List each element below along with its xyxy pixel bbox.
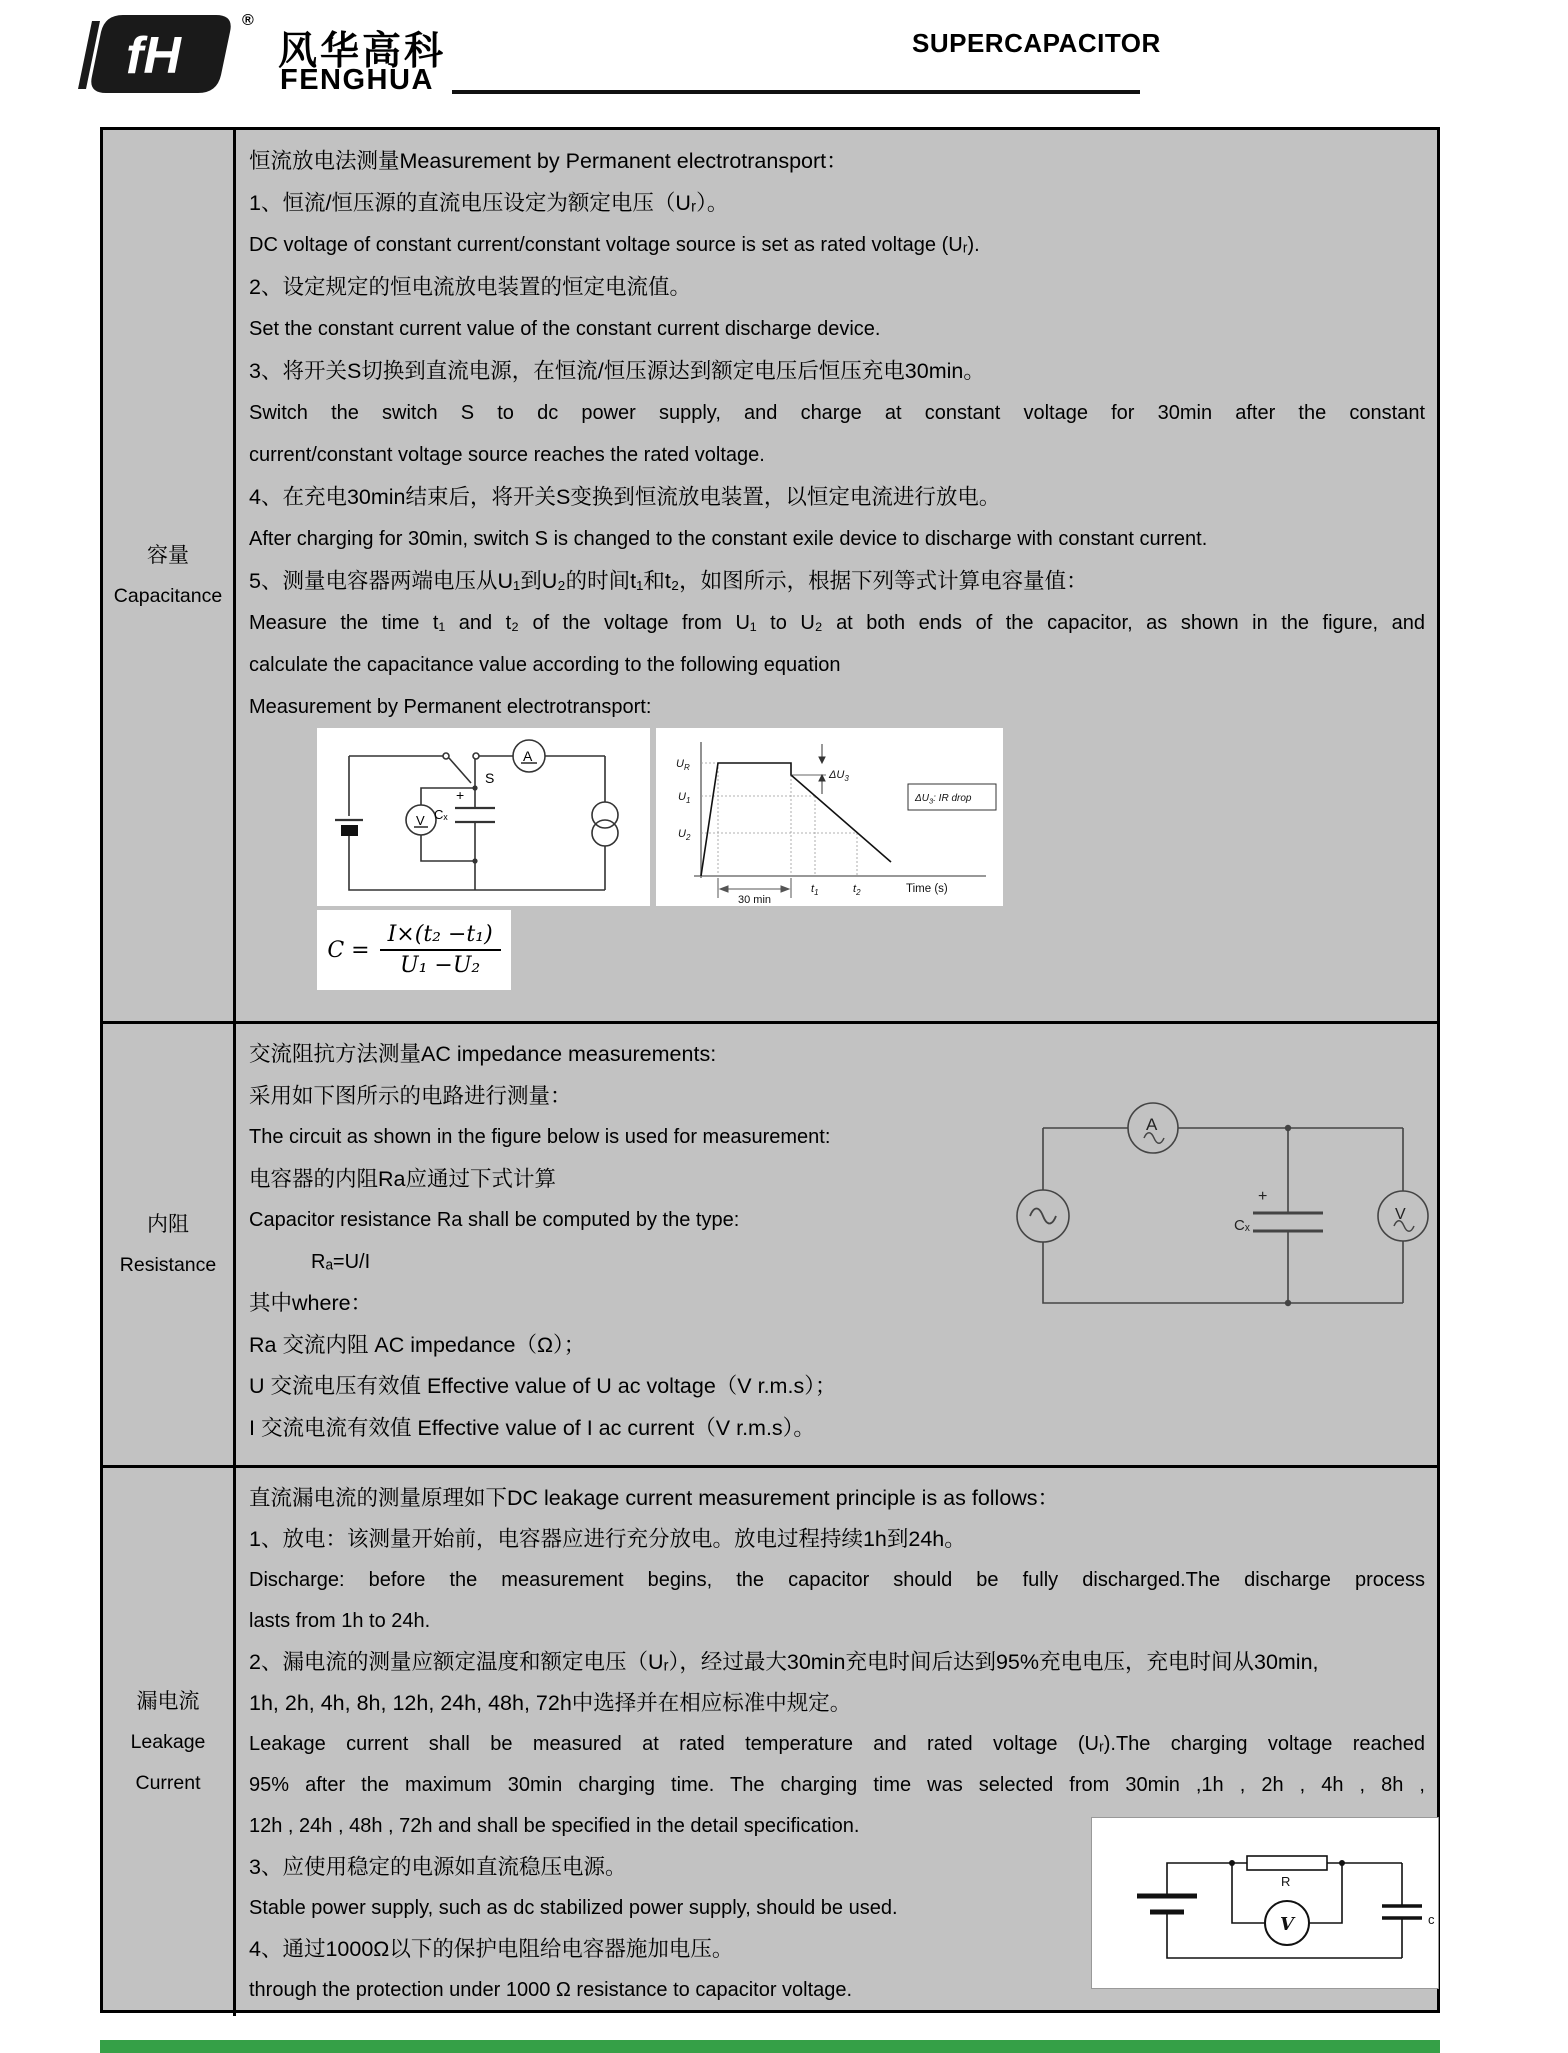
svg-text:S: S [485,770,495,786]
text-line: 1、恒流/恒压源的直流电压设定为额定电压（Uᵣ）。 [249,191,729,215]
text-line: 4、通过1000Ω以下的保护电阻给电容器施加电压。 [249,1937,734,1961]
text-line: Switch the switch S to dc power supply, and charge at constant voltage for 30min after the constant [249,402,1425,424]
text-line: 1h, 2h, 4h, 8h, 12h, 24h, 48h, 72h中选择并在相应标准中规定。 [249,1691,852,1715]
svg-text:UR: $U_R$ [676,758,690,772]
table-row-resistance [103,1021,1437,1465]
text-line: After charging for 30min, switch S is changed to the constant exile device to discharge with constant current. [249,528,1208,550]
text-line: Stable power supply, such as dc stabilized power supply, should be used. [249,1897,898,1919]
text-line: 其中where： [249,1291,373,1315]
text-line: 交流阻抗方法测量AC impedance measurements: [249,1042,717,1066]
text-line: current/constant voltage source reaches the rated voltage. [249,444,765,466]
svg-text:V: V [1280,1914,1294,1935]
row-label-en: Resistance [119,1253,217,1276]
text-line: 5、测量电容器两端电压从U₁到U₂的时间t₁和t₂，如图所示，根据下列等式计算电容量值： [249,569,1088,593]
svg-text:ΔU3: $\Delta U_3$ [829,769,849,783]
text-line: 1、放电：该测量开始前，电容器应进行充分放电。放电过程持续1h到24h。 [249,1527,966,1551]
text-line: lasts from 1h to 24h. [249,1610,431,1632]
text-line: 直流漏电流的测量原理如下DC leakage current measurement principle is as follows： [249,1486,1060,1510]
svg-text:+: + [456,787,465,803]
text-line: 2、设定规定的恒电流放电装置的恒定电流值。 [249,275,691,299]
svg-text:fH: fH [126,27,181,85]
text-line: 电容器的内阻Ra应通过下式计算 [249,1166,556,1191]
text-line: The circuit as shown in the figure below is used for measurement: [249,1126,831,1148]
text-line: 3、将开关S切换到直流电源，在恒流/恒压源达到额定电压后恒压充电30min。 [249,359,985,383]
text-line: calculate the capacitance value according to the following equation [249,654,841,676]
header-divider [452,90,1140,94]
text-line: U 交流电压有效值 Effective value of U ac voltage（V r.m.s）； [249,1374,837,1398]
row-label-cn: 漏电流 [136,1689,200,1713]
svg-text:t1: $t_1$ [811,883,819,897]
text-line: Rₐ=U/I [311,1250,371,1273]
text-line: Set the constant current value of the constant current discharge device. [249,318,881,340]
row-label-en: Capacitance [113,584,223,607]
capacitance-formula [317,910,511,990]
svg-text:R: R [1281,1874,1291,1889]
text-line: I 交流电流有效值 Effective value of I ac current（V r.m.s）。 [249,1415,815,1440]
formula-lhs: C = [327,937,370,963]
row-label-en: Current [135,1771,201,1794]
measurement-methods-table [100,127,1440,2013]
svg-text:U2: $U_2$ [678,828,691,842]
brand-name-english: FENGHUA [280,64,434,96]
row-label-cn: 内阻 [147,1212,189,1236]
formula-fraction [380,922,501,979]
table-row-leakage-current [103,1465,1437,2016]
text-line: Measure the time t₁ and t₂ of the voltage from U₁ to U₂ at both ends of the capacitor, as shown in the figure, and [249,612,1425,634]
row-label-cn: 容量 [147,543,189,567]
svg-text:A: A [523,748,533,764]
text-line: Ra 交流内阻 AC impedance（Ω）； [249,1332,586,1357]
svg-text:Cₓ: Cₓ [1234,1217,1250,1234]
text-line: 恒流放电法测量Measurement by Permanent electrotransport： [249,149,848,173]
text-line: 2、漏电流的测量应额定温度和额定电压（Uᵣ），经过最大30min充电时间后达到95%充电电压，充电时间从30min, [249,1650,1319,1674]
table-row-capacitance [103,130,1437,1021]
text-line: 95% after the maximum 30min charging time. The charging time was selected from 30min ,1h , 2h , 4h , 8h , [249,1774,1425,1796]
svg-text:V: V [416,813,425,828]
svg-text:30 min: 30 min [738,894,772,906]
row-label-resistance [103,1024,236,1465]
text-line: Discharge: before the measurement begins, the capacitor should be fully discharged.The discharge process [249,1569,1425,1591]
page-title: SUPERCAPACITOR [912,28,1161,58]
brand-name-chinese: 风华高科 [278,30,447,73]
text-line: through the protection under 1000 Ω resistance to capacitor voltage. [249,1979,853,2001]
svg-text:Time (s): Time (s) [906,883,948,895]
text-line: 3、应使用稳定的电源如直流稳压电源。 [249,1855,627,1879]
registered-trademark-icon: ® [242,12,254,29]
discharge-graph-figure [656,728,1003,906]
svg-text:c: c [1428,1912,1435,1927]
text-line: DC voltage of constant current/constant voltage source is set as rated voltage (Uᵣ). [249,234,980,256]
text-line: Leakage current shall be measured at rated temperature and rated voltage (Uᵣ).The charging voltage reached [249,1733,1425,1755]
formula-numerator: I×(t₂ −t₁) [380,922,501,951]
svg-text:+: + [1258,1188,1268,1205]
text-line: 4、在充电30min结束后，将开关S变换到恒流放电装置，以恒定电流进行放电。 [249,485,1001,509]
row-label-en: Leakage [130,1730,206,1753]
svg-text:U1: $U_1$ [678,791,691,805]
formula-denominator: U₁ −U₂ [400,953,481,978]
svg-text:V: V [1395,1206,1406,1223]
ac-impedance-circuit-figure [1008,1088,1438,1338]
svg-text:A: A [1146,1115,1158,1134]
footer-accent-bar [100,2040,1440,2053]
svg-text:ΔU3: IR drop: $\Delta U_3$: IR drop [915,793,972,806]
row-label-capacitance [103,130,236,1021]
charge-circuit-figure [317,728,650,906]
text-line: Capacitor resistance Ra shall be computed by the type: [249,1209,740,1231]
capacitance-text [249,140,1425,728]
text-line: 采用如下图所示的电路进行测量： [249,1083,572,1108]
row-label-leakage-current [103,1468,236,2016]
svg-text:Cₓ: Cₓ [434,807,448,822]
leakage-circuit-figure [1091,1817,1439,1989]
text-line: Measurement by Permanent electrotransport: [249,696,652,718]
text-line: 12h , 24h , 48h , 72h and shall be specified in the detail specification. [249,1815,860,1837]
fenghua-logo-icon [78,15,238,95]
svg-text:t2: $t_2$ [853,883,861,897]
